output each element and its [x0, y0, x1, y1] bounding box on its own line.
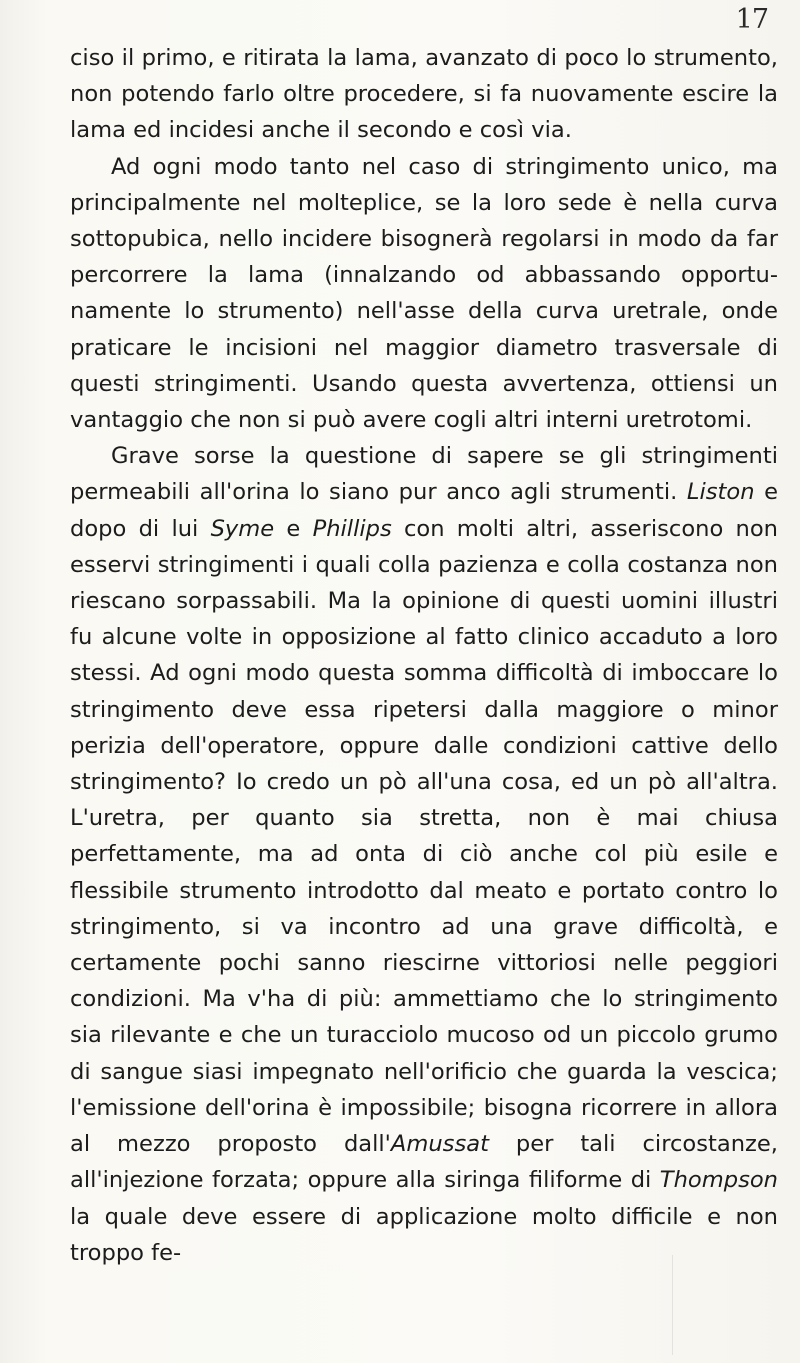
italic-name: Syme — [210, 515, 275, 542]
paragraph — [70, 40, 778, 149]
page-crease — [672, 1255, 673, 1355]
text-run: Ad ogni modo tanto nel caso di stringimento unico, ma principalmente nel molteplice, se la loro sede è nella curva sottopubica, nello incidere bisognerà regolarsi in modo da far percorrere la lama (innalzando od abbassando opportunamente lo strumento) nell'asse della curva uretrale, onde praticare le incisioni nel maggior diametro trasversale di questi stringimenti. Usando questa avvertenza, ottiensi un vantaggio che non si può avere cogli altri interni uretrotomi. — [70, 153, 778, 434]
italic-name: Thompson — [659, 1167, 778, 1194]
italic-name: Phillips — [312, 515, 392, 542]
paragraph — [70, 438, 778, 1271]
paragraph — [70, 149, 778, 439]
text-run: la quale deve essere di applicazione molto difficile e non troppo fe- — [70, 1203, 778, 1266]
italic-name: Amussat — [390, 1131, 489, 1158]
text-run: Grave sorse la questione di sapere se gli stringimenti permeabili all'orina lo siano pur anco agli strumenti. — [70, 443, 778, 506]
text-run: con molti altri, asseriscono non esservi stringimenti i quali colla pazienza e colla costanza non riescano sorpassabili. Ma la opinione di questi uomini illustri fu alcune volte in opposizione al fatto clinico accaduto a loro stessi. Ad ogni modo questa somma difficoltà di imboccare lo stringimento deve essa ripetersi dalla maggiore o minor perizia dell'operatore, oppure dalle condizioni cattive dello stringimento? Io credo un pò all'una cosa, ed un pò all'altra. L'uretra, per quanto sia stretta, non è mai chiusa perfettamente, ma ad onta di ciò anche col più esile e flessibile strumento introdotto dal meato e portato contro lo stringimento, si va incontro ad una grave difficoltà, e certamente pochi sanno riescirne vittoriosi nelle peggiori condizioni. Ma v'ha di più: ammettiamo che lo stringimento sia rilevante e che un turacciolo mucoso od un piccolo grumo di sangue siasi impegnato nell'orificio che guarda la vescica; l'emissione dell'orina è impossibile; bisogna ricorrere in allora al mezzo proposto dall' — [70, 515, 778, 1158]
italic-name: Liston — [686, 479, 755, 506]
text-run: ciso il primo, e ritirata la lama, avanzato di poco lo strumento, non potendo farlo oltre procedere, si fa nuovamente escire la lama ed incidesi anche il secondo e così via. — [70, 45, 778, 144]
text-run: e — [274, 515, 313, 542]
text-run: e dopo di lui — [70, 479, 778, 542]
page-number: 17 — [735, 4, 768, 35]
text-run: per tali circostanze, all'injezione forzata; oppure alla siringa filiforme di — [70, 1131, 778, 1194]
body-text — [70, 40, 778, 1271]
